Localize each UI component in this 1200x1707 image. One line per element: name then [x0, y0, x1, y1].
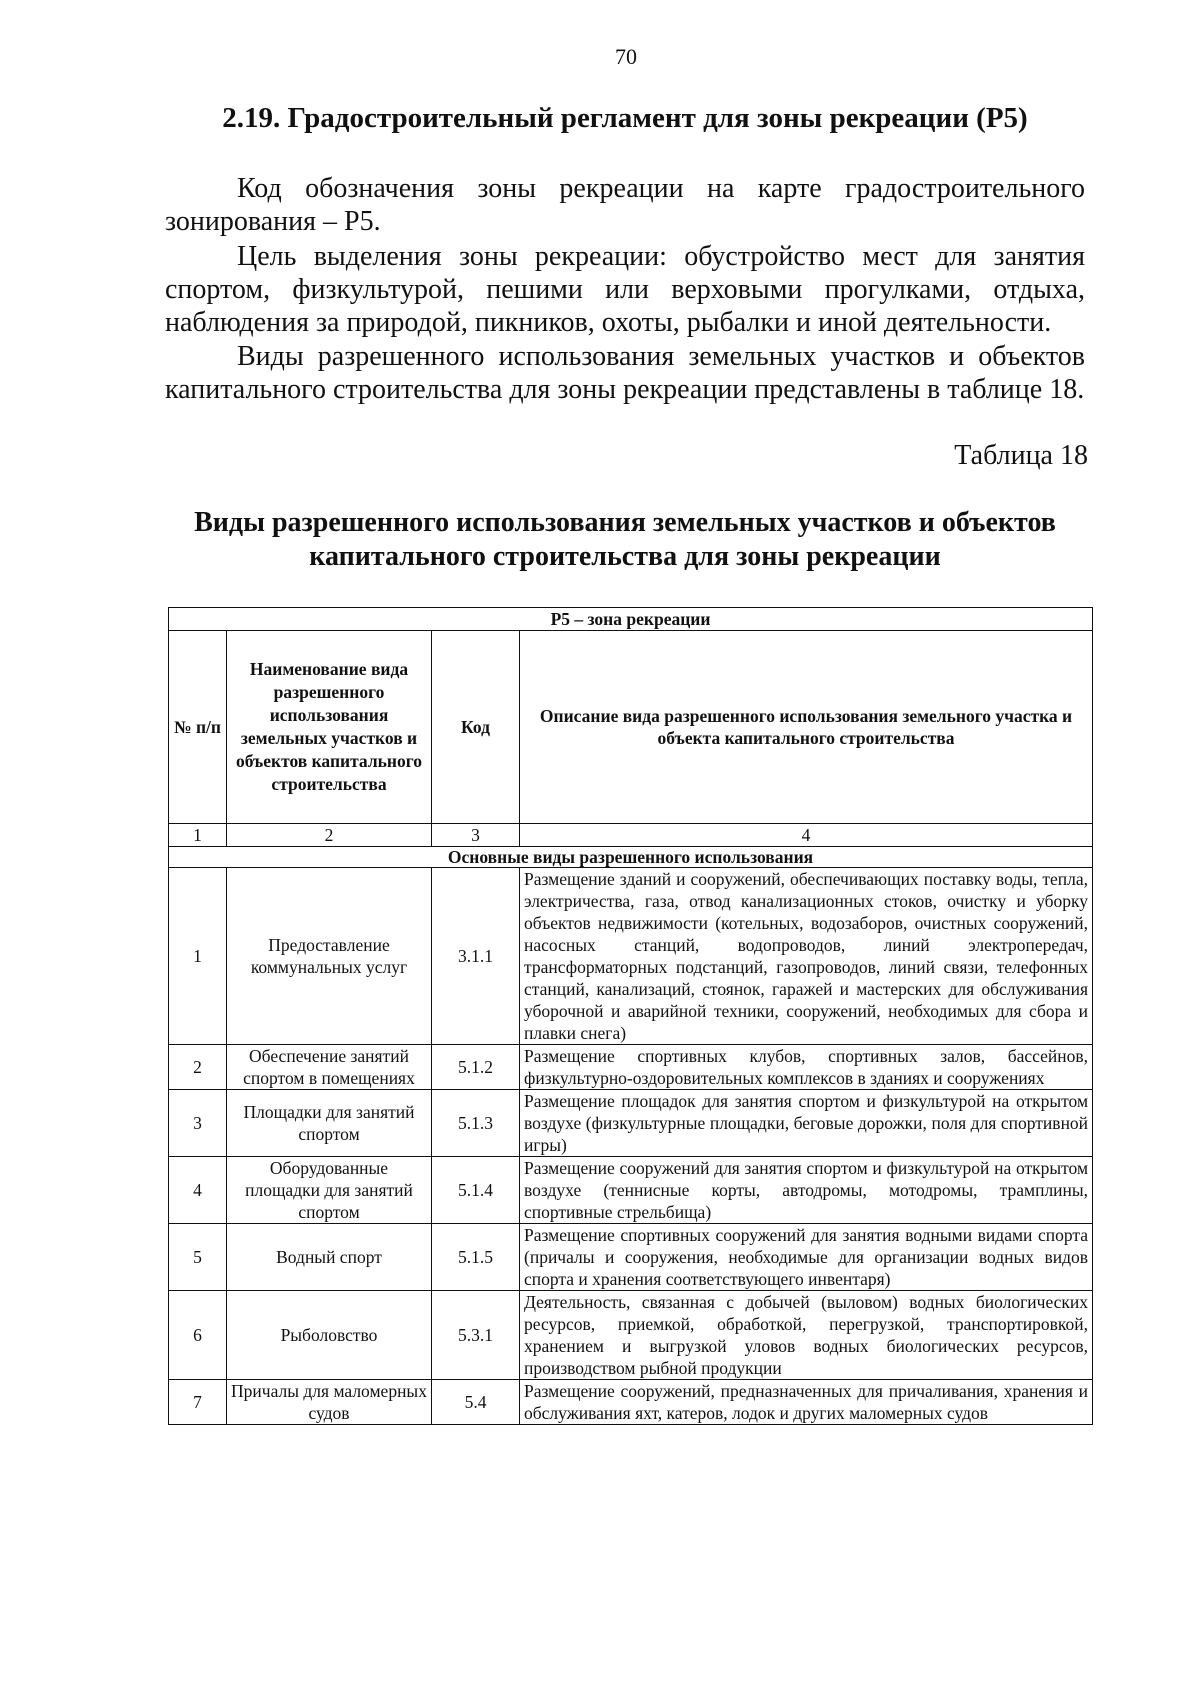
- row-number: 1: [169, 868, 227, 1045]
- row-number: 6: [169, 1291, 227, 1380]
- table-row: [169, 1291, 1093, 1380]
- row-description: Размещение площадок для занятия спортом и физкультурой на открытом воздухе (физкультурные площадки, беговые дорожки, поля для спортивной игры): [520, 1090, 1093, 1157]
- regulation-table-container: [168, 607, 1092, 1425]
- row-description: Размещение спортивных клубов, спортивных залов, бассейнов, физкультурно-оздоровительных комплексов в зданиях и сооружениях: [520, 1045, 1093, 1090]
- row-code: 3.1.1: [432, 868, 520, 1045]
- column-header-description: Описание вида разрешенного использования земельного участка и объекта капитального строительства: [520, 631, 1093, 824]
- regulation-table: [168, 607, 1093, 1425]
- paragraph-table-reference: [165, 340, 1085, 406]
- column-number-row: [169, 824, 1093, 847]
- column-number: 4: [520, 824, 1093, 847]
- column-number: 1: [169, 824, 227, 847]
- row-code: 5.1.3: [432, 1090, 520, 1157]
- row-code: 5.1.5: [432, 1224, 520, 1291]
- column-number: 3: [432, 824, 520, 847]
- row-code: 5.1.4: [432, 1157, 520, 1224]
- row-number: 4: [169, 1157, 227, 1224]
- paragraph-text: Виды разрешенного использования земельных участков и объектов капитального строительства для зоны рекреации представлены в таблице 18.: [165, 341, 1085, 405]
- table-row: [169, 1380, 1093, 1425]
- row-code: 5.3.1: [432, 1291, 520, 1380]
- table-row: [169, 1045, 1093, 1090]
- row-description: Размещение сооружений для занятия спортом и физкультурой на открытом воздухе (теннисные корты, автодромы, мотодромы, трамплины, спортивные стрельбища): [520, 1157, 1093, 1224]
- paragraph-zone-purpose: [165, 240, 1085, 339]
- table-row: [169, 1090, 1093, 1157]
- table-row: [169, 1224, 1093, 1291]
- table-title: Виды разрешенного использования земельных участков и объектов капитального строительства для зоны рекреации: [194, 507, 1056, 572]
- table-row: [169, 868, 1093, 1045]
- page-number: 70: [615, 44, 637, 69]
- row-name: Предоставление коммунальных услуг: [227, 868, 432, 1045]
- row-name: Водный спорт: [227, 1224, 432, 1291]
- paragraph-zone-code: [165, 172, 1085, 238]
- row-name: Причалы для маломерных судов: [227, 1380, 432, 1425]
- row-name: Рыболовство: [227, 1291, 432, 1380]
- row-number: 7: [169, 1380, 227, 1425]
- zone-header-row: [169, 608, 1093, 631]
- column-header-row: [169, 631, 1093, 824]
- row-name: Оборудованные площадки для занятий спортом: [227, 1157, 432, 1224]
- group-header-row: [169, 847, 1093, 868]
- column-number: 2: [227, 824, 432, 847]
- row-code: 5.4: [432, 1380, 520, 1425]
- zone-header: Р5 – зона рекреации: [169, 608, 1093, 631]
- row-number: 3: [169, 1090, 227, 1157]
- table-row: [169, 1157, 1093, 1224]
- row-name: Обеспечение занятий спортом в помещениях: [227, 1045, 432, 1090]
- paragraph-text: Код обозначения зоны рекреации на карте градостроительного зонирования – Р5.: [165, 173, 1085, 237]
- row-description: Размещение спортивных сооружений для занятия водными видами спорта (причалы и сооружения, необходимые для организации водных видов спорта и хранения соответствующего инвентаря): [520, 1224, 1093, 1291]
- row-description: Деятельность, связанная с добычей (выловом) водных биологических ресурсов, приемкой, обработкой, перегрузкой, транспортировкой, хранением и выгрузкой уловов водных биологических ресурсов, производством рыбной продукции: [520, 1291, 1093, 1380]
- section-heading: 2.19. Градостроительный регламент для зоны рекреации (Р5): [222, 102, 1028, 134]
- row-number: 5: [169, 1224, 227, 1291]
- paragraph-text: Цель выделения зоны рекреации: обустройство мест для занятия спортом, физкультурой, пешими или верховыми прогулками, отдыха, наблюдения за природой, пикников, охоты, рыбалки и иной деятельности.: [165, 241, 1085, 338]
- row-code: 5.1.2: [432, 1045, 520, 1090]
- row-name: Площадки для занятий спортом: [227, 1090, 432, 1157]
- table-label: Таблица 18: [954, 440, 1088, 471]
- group-header: Основные виды разрешенного использования: [169, 847, 1093, 868]
- row-description: Размещение зданий и сооружений, обеспечивающих поставку воды, тепла, электричества, газа, отвод канализационных стоков, очистку и уборку объектов недвижимости (котельных, водозаборов, очистных сооружений, насосных станций, водопроводов, линий электропередач, трансформаторных подстанций, газопроводов, линий связи, телефонных станций, канализаций, стоянок, гаражей и мастерских для обслуживания уборочной и аварийной техники, сооружений, необходимых для сбора и плавки снега): [520, 868, 1093, 1045]
- column-header-code: Код: [432, 631, 520, 824]
- row-description: Размещение сооружений, предназначенных для причаливания, хранения и обслуживания яхт, катеров, лодок и других маломерных судов: [520, 1380, 1093, 1425]
- row-number: 2: [169, 1045, 227, 1090]
- column-header-number: № п/п: [169, 631, 227, 824]
- column-header-name: Наименование вида разрешенного использования земельных участков и объектов капитального строительства: [227, 631, 432, 824]
